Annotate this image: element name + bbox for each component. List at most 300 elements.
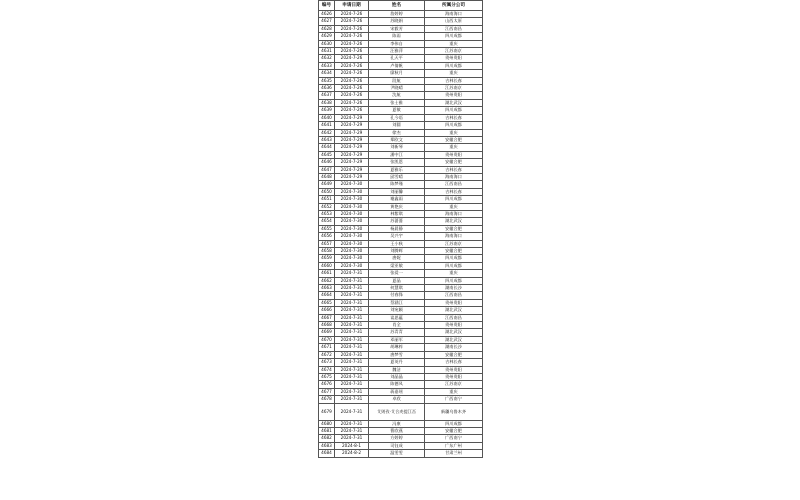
cell-date[interactable]: 2024-7-31 — [335, 366, 369, 373]
cell-branch[interactable]: 贵州贵阳 — [425, 55, 483, 62]
cell-branch[interactable]: 贵州贵阳 — [425, 151, 483, 158]
cell-id[interactable]: 4667 — [319, 314, 335, 321]
cell-id[interactable]: 4679 — [319, 403, 335, 420]
cell-branch[interactable]: 海南海口 — [425, 233, 483, 240]
cell-id[interactable]: 4631 — [319, 48, 335, 55]
cell-id[interactable]: 4674 — [319, 366, 335, 373]
table-row — [319, 396, 483, 403]
cell-name[interactable]: 梁亚敏 — [369, 262, 425, 269]
cell-branch[interactable]: 广东广州 — [425, 442, 483, 449]
cell-name[interactable]: 张爱一 — [369, 270, 425, 277]
cell-date[interactable]: 2024-7-30 — [335, 218, 369, 225]
cell-date[interactable]: 2024-7-31 — [335, 270, 369, 277]
header-branch[interactable]: 所属分公司 — [425, 1, 483, 11]
cell-id[interactable]: 4675 — [319, 373, 335, 380]
cell-name[interactable]: 卓欣 — [369, 396, 425, 403]
cell-id[interactable]: 4671 — [319, 344, 335, 351]
cell-name[interactable]: 邓丽军 — [369, 336, 425, 343]
cell-id[interactable]: 4681 — [319, 427, 335, 434]
cell-date[interactable]: 2024-7-31 — [335, 322, 369, 329]
cell-branch[interactable]: 江西南昌 — [425, 181, 483, 188]
cell-name[interactable]: 邱雪晴 — [369, 173, 425, 180]
table-row — [319, 99, 483, 106]
cell-name[interactable]: 陈雨 — [369, 33, 425, 40]
cell-id[interactable]: 4680 — [319, 420, 335, 427]
cell-id[interactable]: 4652 — [319, 203, 335, 210]
cell-date[interactable]: 2024-7-30 — [335, 255, 369, 262]
cell-branch[interactable]: 安徽合肥 — [425, 351, 483, 358]
table-row — [319, 307, 483, 314]
cell-branch[interactable]: 贵州贵阳 — [425, 322, 483, 329]
cell-id[interactable]: 4637 — [319, 92, 335, 99]
cell-branch[interactable]: 吉林长春 — [425, 166, 483, 173]
cell-branch[interactable]: 江苏南京 — [425, 48, 483, 55]
cell-id[interactable]: 4642 — [319, 129, 335, 136]
cell-date[interactable]: 2024-8-2 — [335, 450, 369, 457]
cell-date[interactable]: 2024-7-31 — [335, 388, 369, 395]
cell-branch[interactable]: 吉林长春 — [425, 77, 483, 84]
cell-date[interactable]: 2024-7-26 — [335, 92, 369, 99]
table-row — [319, 114, 483, 121]
cell-id[interactable]: 4649 — [319, 181, 335, 188]
table-row — [319, 381, 483, 388]
table-row — [319, 233, 483, 240]
table-row — [319, 322, 483, 329]
table-row — [319, 403, 483, 420]
cell-id[interactable]: 4632 — [319, 55, 335, 62]
cell-branch[interactable]: 贵州贵阳 — [425, 373, 483, 380]
cell-id[interactable]: 4662 — [319, 277, 335, 284]
cell-branch[interactable]: 湖南长沙 — [425, 285, 483, 292]
cell-date[interactable]: 2024-7-30 — [335, 225, 369, 232]
table-row — [319, 18, 483, 25]
cell-branch[interactable]: 吉林长春 — [425, 359, 483, 366]
table-row — [319, 144, 483, 151]
cell-id[interactable]: 4684 — [319, 450, 335, 457]
cell-date[interactable]: 2024-7-31 — [335, 336, 369, 343]
cell-date[interactable]: 2024-7-31 — [335, 396, 369, 403]
cell-id[interactable]: 4676 — [319, 381, 335, 388]
table-row — [319, 248, 483, 255]
cell-name[interactable]: 唐梦雪 — [369, 351, 425, 358]
cell-id[interactable]: 4661 — [319, 270, 335, 277]
cell-id[interactable]: 4640 — [319, 114, 335, 121]
cell-branch[interactable]: 新疆乌鲁木齐 — [425, 403, 483, 420]
table-row — [319, 336, 483, 343]
cell-id[interactable]: 4653 — [319, 210, 335, 217]
cell-branch[interactable]: 四川成都 — [425, 196, 483, 203]
table-row — [319, 107, 483, 114]
table-row — [319, 314, 483, 321]
table-row — [319, 435, 483, 442]
cell-name[interactable]: 蔡涵江 — [369, 299, 425, 306]
cell-name[interactable]: 张士雅 — [369, 99, 425, 106]
cell-date[interactable]: 2024-7-29 — [335, 159, 369, 166]
cell-branch[interactable]: 甘肃兰州 — [425, 450, 483, 457]
cell-date[interactable]: 2024-7-26 — [335, 77, 369, 84]
cell-name[interactable]: 艾则孜·艾合麦提江吾 — [369, 403, 425, 420]
cell-id[interactable]: 4643 — [319, 136, 335, 143]
cell-branch[interactable]: 四川成都 — [425, 420, 483, 427]
cell-name[interactable]: 刘宛颖 — [369, 307, 425, 314]
cell-name[interactable]: 刘圆 — [369, 122, 425, 129]
cell-name[interactable]: 段航 — [369, 77, 425, 84]
cell-id[interactable]: 4650 — [319, 188, 335, 195]
table-row — [319, 181, 483, 188]
cell-date[interactable]: 2024-7-31 — [335, 403, 369, 420]
cell-branch[interactable]: 重庆 — [425, 388, 483, 395]
cell-date[interactable]: 2024-7-31 — [335, 373, 369, 380]
cell-name[interactable]: 宋毅芳 — [369, 25, 425, 32]
cell-id[interactable]: 4655 — [319, 225, 335, 232]
cell-id[interactable]: 4663 — [319, 285, 335, 292]
table-row — [319, 255, 483, 262]
cell-name[interactable]: 潘中江 — [369, 151, 425, 158]
cell-date[interactable]: 2024-8-1 — [335, 442, 369, 449]
cell-id[interactable]: 4633 — [319, 62, 335, 69]
cell-id[interactable]: 4657 — [319, 240, 335, 247]
cell-id[interactable]: 4668 — [319, 322, 335, 329]
table-row — [319, 173, 483, 180]
cell-date[interactable]: 2024-7-30 — [335, 240, 369, 247]
table-row — [319, 262, 483, 269]
cell-id[interactable]: 4648 — [319, 173, 335, 180]
table-row — [319, 11, 483, 18]
table-row — [319, 359, 483, 366]
cell-branch[interactable]: 四川成都 — [425, 122, 483, 129]
table-row — [319, 270, 483, 277]
cell-name[interactable]: 唐妮 — [369, 255, 425, 262]
cell-date[interactable]: 2024-7-26 — [335, 70, 369, 77]
cell-name[interactable]: 苏青青 — [369, 329, 425, 336]
cell-name[interactable]: 黄艳庆 — [369, 203, 425, 210]
cell-date[interactable]: 2024-7-29 — [335, 166, 369, 173]
cell-name[interactable]: 张凯恩 — [369, 159, 425, 166]
cell-branch[interactable]: 山西太原 — [425, 18, 483, 25]
table-row — [319, 344, 483, 351]
cell-name[interactable]: 孔今语 — [369, 114, 425, 121]
cell-name[interactable]: 刘丽馨 — [369, 188, 425, 195]
cell-id[interactable]: 4683 — [319, 442, 335, 449]
cell-name[interactable]: 杨晨静 — [369, 225, 425, 232]
cell-id[interactable]: 4627 — [319, 18, 335, 25]
table-row — [319, 85, 483, 92]
table-row — [319, 129, 483, 136]
cell-branch[interactable]: 贵州贵阳 — [425, 366, 483, 373]
cell-branch[interactable]: 海南海口 — [425, 11, 483, 18]
cell-id[interactable]: 4645 — [319, 151, 335, 158]
cell-date[interactable]: 2024-7-26 — [335, 18, 369, 25]
cell-id[interactable]: 4654 — [319, 218, 335, 225]
cell-branch[interactable]: 湖北武汉 — [425, 329, 483, 336]
cell-name[interactable]: 付春锋 — [369, 292, 425, 299]
cell-id[interactable]: 4656 — [319, 233, 335, 240]
cell-branch[interactable]: 海南海口 — [425, 173, 483, 180]
header-id[interactable]: 编号 — [319, 1, 335, 11]
table-row — [319, 92, 483, 99]
cell-id[interactable]: 4658 — [319, 248, 335, 255]
cell-branch[interactable]: 贵州贵阳 — [425, 92, 483, 99]
cell-date[interactable]: 2024-7-26 — [335, 62, 369, 69]
cell-name[interactable]: 曹欣燕 — [369, 427, 425, 434]
table-row — [319, 166, 483, 173]
cell-branch[interactable]: 湖北武汉 — [425, 307, 483, 314]
cell-branch[interactable]: 安徽合肥 — [425, 248, 483, 255]
cell-date[interactable]: 2024-7-31 — [335, 277, 369, 284]
cell-name[interactable]: 何慧琪 — [369, 285, 425, 292]
cell-branch[interactable]: 安徽合肥 — [425, 225, 483, 232]
cell-id[interactable]: 4678 — [319, 396, 335, 403]
cell-name[interactable]: 徐杰 — [369, 129, 425, 136]
cell-id[interactable]: 4634 — [319, 70, 335, 77]
cell-name[interactable]: 刘晶晶 — [369, 373, 425, 380]
cell-branch[interactable]: 广西南宁 — [425, 435, 483, 442]
cell-name[interactable]: 胡琳梓 — [369, 344, 425, 351]
cell-date[interactable]: 2024-7-29 — [335, 129, 369, 136]
table-row — [319, 388, 483, 395]
cell-date[interactable]: 2024-7-26 — [335, 107, 369, 114]
cell-id[interactable]: 4630 — [319, 40, 335, 47]
cell-date[interactable]: 2024-7-30 — [335, 262, 369, 269]
cell-name[interactable]: 孔天平 — [369, 55, 425, 62]
cell-id[interactable]: 4677 — [319, 388, 335, 395]
cell-date[interactable]: 2024-7-26 — [335, 99, 369, 106]
cell-name[interactable]: 刘腾辉 — [369, 248, 425, 255]
cell-id[interactable]: 4626 — [319, 11, 335, 18]
table-row — [319, 240, 483, 247]
cell-id[interactable]: 4639 — [319, 107, 335, 114]
cell-date[interactable]: 2024-7-31 — [335, 285, 369, 292]
cell-name[interactable]: 夏雅乐 — [369, 166, 425, 173]
cell-id[interactable]: 4669 — [319, 329, 335, 336]
cell-name[interactable]: 汪雅萍 — [369, 48, 425, 55]
cell-branch[interactable]: 江苏南京 — [425, 381, 483, 388]
cell-date[interactable]: 2024-7-31 — [335, 307, 369, 314]
cell-branch[interactable]: 吉林长春 — [425, 188, 483, 195]
cell-id[interactable]: 4635 — [319, 77, 335, 84]
cell-name[interactable]: 魏洁 — [369, 366, 425, 373]
cell-branch[interactable]: 贵州贵阳 — [425, 299, 483, 306]
cell-id[interactable]: 4646 — [319, 159, 335, 166]
table-row — [319, 196, 483, 203]
cell-date[interactable]: 2024-7-29 — [335, 151, 369, 158]
cell-branch[interactable]: 四川成都 — [425, 277, 483, 284]
table-row — [319, 203, 483, 210]
cell-branch[interactable]: 四川成都 — [425, 255, 483, 262]
cell-date[interactable]: 2024-7-30 — [335, 210, 369, 217]
cell-name[interactable]: 吴兴宇 — [369, 233, 425, 240]
cell-branch[interactable]: 江西南昌 — [425, 25, 483, 32]
cell-date[interactable]: 2024-7-31 — [335, 427, 369, 434]
cell-date[interactable]: 2024-7-26 — [335, 48, 369, 55]
cell-branch[interactable]: 重庆 — [425, 40, 483, 47]
table-row — [319, 420, 483, 427]
table-row — [319, 299, 483, 306]
table-row — [319, 427, 483, 434]
cell-id[interactable]: 4673 — [319, 359, 335, 366]
cell-date[interactable]: 2024-7-31 — [335, 359, 369, 366]
table-row — [319, 151, 483, 158]
cell-date[interactable]: 2024-7-31 — [335, 381, 369, 388]
cell-id[interactable]: 4664 — [319, 292, 335, 299]
cell-name[interactable]: 刘新琴 — [369, 144, 425, 151]
cell-date[interactable]: 2024-7-30 — [335, 203, 369, 210]
table-row — [319, 210, 483, 217]
cell-name[interactable]: 陈梦瑾 — [369, 181, 425, 188]
table-row — [319, 450, 483, 457]
cell-name[interactable]: 陈德凤 — [369, 381, 425, 388]
cell-date[interactable]: 2024-7-29 — [335, 144, 369, 151]
cell-id[interactable]: 4636 — [319, 85, 335, 92]
table-row — [319, 277, 483, 284]
cell-date[interactable]: 2024-7-31 — [335, 435, 369, 442]
cell-date[interactable]: 2024-7-26 — [335, 11, 369, 18]
cell-branch[interactable]: 安徽合肥 — [425, 159, 483, 166]
header-date[interactable]: 申请日期 — [335, 1, 369, 11]
cell-branch[interactable]: 江西南昌 — [425, 314, 483, 321]
cell-id[interactable]: 4672 — [319, 351, 335, 358]
table-row — [319, 48, 483, 55]
table-row — [319, 329, 483, 336]
cell-date[interactable]: 2024-7-30 — [335, 233, 369, 240]
cell-branch[interactable]: 重庆 — [425, 203, 483, 210]
cell-date[interactable]: 2024-7-31 — [335, 314, 369, 321]
cell-date[interactable]: 2024-7-29 — [335, 173, 369, 180]
cell-name[interactable]: 夏敏 — [369, 107, 425, 114]
cell-id[interactable]: 4670 — [319, 336, 335, 343]
cell-name[interactable]: 谢鑫雨 — [369, 196, 425, 203]
table-row — [319, 218, 483, 225]
cell-branch[interactable]: 海南海口 — [425, 210, 483, 217]
cell-date[interactable]: 2024-7-29 — [335, 122, 369, 129]
cell-date[interactable]: 2024-7-29 — [335, 136, 369, 143]
header-name[interactable]: 姓名 — [369, 1, 425, 11]
cell-date[interactable]: 2024-7-31 — [335, 329, 369, 336]
cell-name[interactable]: 廖秋月 — [369, 70, 425, 77]
cell-branch[interactable]: 重庆 — [425, 129, 483, 136]
table-row — [319, 366, 483, 373]
cell-id[interactable]: 4665 — [319, 299, 335, 306]
cell-branch[interactable]: 广西南宁 — [425, 396, 483, 403]
cell-branch[interactable]: 重庆 — [425, 144, 483, 151]
table-row — [319, 136, 483, 143]
table-row — [319, 285, 483, 292]
cell-date[interactable]: 2024-7-31 — [335, 292, 369, 299]
table-row — [319, 25, 483, 32]
cell-name[interactable]: 肖全 — [369, 322, 425, 329]
table-row — [319, 77, 483, 84]
table-row — [319, 40, 483, 47]
cell-name[interactable]: 林紫琪 — [369, 210, 425, 217]
table-row — [319, 33, 483, 40]
cell-branch[interactable]: 重庆 — [425, 270, 483, 277]
cell-name[interactable]: 郑欧文 — [369, 136, 425, 143]
cell-date[interactable]: 2024-7-31 — [335, 299, 369, 306]
cell-branch[interactable]: 四川成都 — [425, 62, 483, 69]
cell-id[interactable]: 4682 — [319, 435, 335, 442]
cell-date[interactable]: 2024-7-26 — [335, 85, 369, 92]
cell-name[interactable]: 方婷婷 — [369, 435, 425, 442]
cell-branch[interactable]: 四川成都 — [425, 33, 483, 40]
cell-name[interactable]: 温雯雯 — [369, 450, 425, 457]
cell-name[interactable]: 蒋嘉瑶 — [369, 388, 425, 395]
cell-branch[interactable]: 江苏南京 — [425, 85, 483, 92]
cell-name[interactable]: 苏蔷蔷 — [369, 218, 425, 225]
cell-name[interactable]: 夏英丹 — [369, 359, 425, 366]
cell-id[interactable]: 4638 — [319, 99, 335, 106]
cell-name[interactable]: 沈航 — [369, 92, 425, 99]
cell-name[interactable]: 冯康 — [369, 420, 425, 427]
table-row — [319, 442, 483, 449]
cell-id[interactable]: 4628 — [319, 25, 335, 32]
cell-branch[interactable]: 四川成都 — [425, 262, 483, 269]
cell-date[interactable]: 2024-7-26 — [335, 55, 369, 62]
cell-id[interactable]: 4659 — [319, 255, 335, 262]
table-row — [319, 292, 483, 299]
cell-id[interactable]: 4641 — [319, 122, 335, 129]
cell-date[interactable]: 2024-7-31 — [335, 351, 369, 358]
cell-branch[interactable]: 重庆 — [425, 70, 483, 77]
cell-name[interactable]: 谈思蕴 — [369, 314, 425, 321]
cell-id[interactable]: 4666 — [319, 307, 335, 314]
table-row — [319, 55, 483, 62]
cell-date[interactable]: 2024-7-30 — [335, 248, 369, 255]
cell-branch[interactable]: 吉林长春 — [425, 114, 483, 121]
cell-branch[interactable]: 江西南昌 — [425, 292, 483, 299]
cell-id[interactable]: 4660 — [319, 262, 335, 269]
cell-date[interactable]: 2024-7-31 — [335, 344, 369, 351]
cell-date[interactable]: 2024-7-30 — [335, 188, 369, 195]
cell-name[interactable]: 司钰成 — [369, 442, 425, 449]
cell-branch[interactable]: 安徽合肥 — [425, 136, 483, 143]
cell-date[interactable]: 2024-7-30 — [335, 181, 369, 188]
table-row — [319, 62, 483, 69]
cell-id[interactable]: 4651 — [319, 196, 335, 203]
cell-name[interactable]: 詹婷婷 — [369, 11, 425, 18]
cell-name[interactable]: 卢倩帆 — [369, 62, 425, 69]
cell-name[interactable]: 尹晓晴 — [369, 85, 425, 92]
cell-name[interactable]: 李伟自 — [369, 40, 425, 47]
table-row — [319, 225, 483, 232]
spreadsheet — [318, 0, 482, 458]
cell-branch[interactable]: 安徽合肥 — [425, 427, 483, 434]
cell-branch[interactable]: 湖北武汉 — [425, 336, 483, 343]
cell-name[interactable]: 王小秋 — [369, 240, 425, 247]
cell-branch[interactable]: 湖南长沙 — [425, 344, 483, 351]
cell-id[interactable]: 4647 — [319, 166, 335, 173]
cell-id[interactable]: 4629 — [319, 33, 335, 40]
cell-date[interactable]: 2024-7-26 — [335, 33, 369, 40]
applications-table — [318, 0, 483, 458]
table-row — [319, 351, 483, 358]
cell-date[interactable]: 2024-7-31 — [335, 420, 369, 427]
cell-date[interactable]: 2024-7-30 — [335, 196, 369, 203]
cell-branch[interactable]: 湖北武汉 — [425, 99, 483, 106]
cell-branch[interactable]: 四川成都 — [425, 107, 483, 114]
cell-name[interactable]: 夏晶 — [369, 277, 425, 284]
cell-id[interactable]: 4644 — [319, 144, 335, 151]
cell-date[interactable]: 2024-7-26 — [335, 25, 369, 32]
table-row — [319, 159, 483, 166]
cell-date[interactable]: 2024-7-26 — [335, 40, 369, 47]
table-body — [319, 11, 483, 458]
cell-date[interactable]: 2024-7-29 — [335, 114, 369, 121]
cell-branch[interactable]: 江苏南京 — [425, 240, 483, 247]
table-row — [319, 188, 483, 195]
cell-branch[interactable]: 湖北武汉 — [425, 218, 483, 225]
table-row — [319, 373, 483, 380]
cell-name[interactable]: 苏晓娟 — [369, 18, 425, 25]
